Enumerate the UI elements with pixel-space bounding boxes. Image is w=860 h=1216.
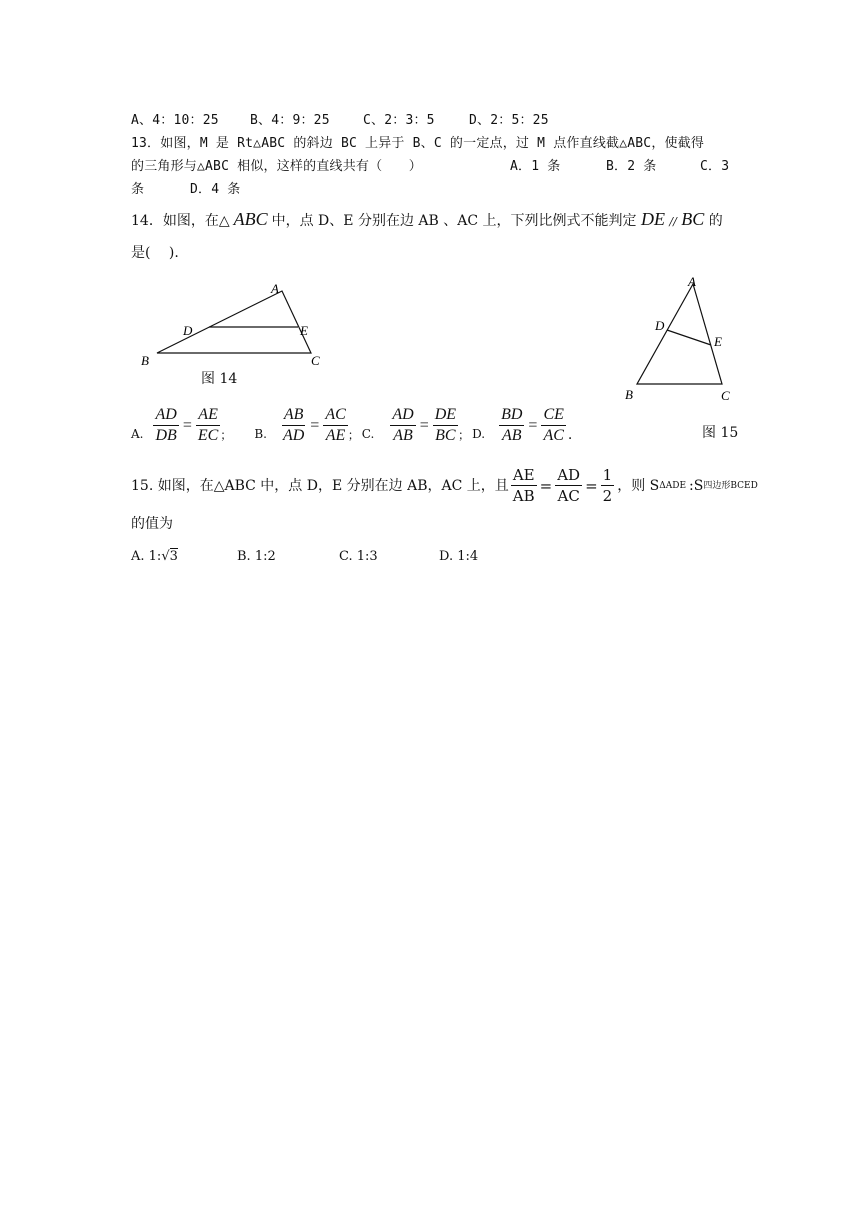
q14-b-frac1: $\frac{AB}{AD}$ xyxy=(282,406,305,444)
q13-line3 xyxy=(131,178,241,197)
q15-s2-sub: 四边形BCED xyxy=(703,480,758,491)
fig14-label-e: E xyxy=(300,323,308,338)
fig14-triangle xyxy=(157,291,311,353)
q15-line2: 的值为 xyxy=(131,516,173,532)
sqrt-icon: √ xyxy=(161,549,170,564)
q14-option-d: $\frac{BD}{AB}$ = $\frac{CE}{AC}$ xyxy=(501,406,564,444)
q14-bc: BC xyxy=(681,209,705,229)
q14-b-frac2: $\frac{AC}{AE}$ xyxy=(325,406,346,444)
q14-option-a-label: A. xyxy=(131,427,144,441)
fig15-segment-de xyxy=(667,330,711,345)
q15-line1 xyxy=(131,466,758,505)
q14-line2: 是( ). xyxy=(131,245,179,261)
q14-a-sep: ； xyxy=(220,428,233,442)
q15-then: ，则 S xyxy=(617,477,660,494)
q14-c-frac1: $\frac{AD}{AB}$ xyxy=(392,406,414,444)
q12-option-b: B、4：9：25 xyxy=(250,113,330,128)
figure-15 xyxy=(617,268,747,408)
q13-option-c-cont: 条 xyxy=(131,182,145,197)
q15-s1-sub: ΔADE xyxy=(659,480,687,491)
fig14-label-a: A xyxy=(271,281,279,296)
q15-frac-half: $\frac{1}{2}$ xyxy=(602,466,613,505)
q14-c-frac2: $\frac{DE}{BC}$ xyxy=(434,406,457,444)
q14-de: DE xyxy=(640,209,665,229)
q15-option-c: C. 1:3 xyxy=(339,549,378,564)
q14-prefix: 14．如图，在△ xyxy=(131,213,230,229)
q13-line1: 13．如图，M 是 Rt△ABC 的斜边 BC 上异于 B、C 的一定点，过 M 点作直线截△ABC，使截得 xyxy=(131,136,705,151)
fig15-label-b: B xyxy=(625,387,633,402)
q15-frac-ad-ac: $\frac{AD}{AC}$ xyxy=(557,466,581,505)
q13-option-d: D．4 条 xyxy=(190,182,241,197)
fig15-label-d: D xyxy=(655,318,665,333)
q14-line1 xyxy=(131,210,723,231)
fig14-label-c: C xyxy=(311,353,320,368)
q14-option-b: $\frac{AB}{AD}$ = $\frac{AC}{AE}$ xyxy=(282,406,346,444)
q14-triangle-abc: ABC xyxy=(233,209,268,229)
q15-ratios: $\frac{AE}{AB}$ = $\frac{AD}{AC}$ = $\frac{1}{2}$ xyxy=(512,466,613,505)
q14-a-frac1: $\frac{AD}{DB}$ xyxy=(155,406,177,444)
q12-option-d: D、2：5：25 xyxy=(469,113,549,128)
q14-option-c-label: C. xyxy=(361,427,375,441)
q13-option-c: C．3 xyxy=(700,159,730,174)
q13-option-a: A．1 条 xyxy=(510,159,561,174)
q14-b-sep: ； xyxy=(347,428,360,442)
fig14-label-b: B xyxy=(141,353,149,368)
figure-15-caption: 图 15 xyxy=(702,425,739,441)
q14-option-d-label: D. xyxy=(472,427,486,441)
figure-14 xyxy=(135,278,345,388)
q15-option-d: D. 1:4 xyxy=(439,549,479,564)
q12-option-c: C、2：3：5 xyxy=(363,113,435,128)
q14-d-sep: . xyxy=(567,427,573,443)
q15-colon: :S xyxy=(689,477,704,494)
q15-options xyxy=(131,548,479,566)
q13-stem: 的三角形与△ABC 相似，这样的直线共有（ ） xyxy=(131,159,422,174)
q12-options xyxy=(131,109,549,128)
q14-options xyxy=(131,406,572,445)
q14-suffix: 的 xyxy=(708,213,723,229)
q14-parallel: // xyxy=(669,215,677,228)
q14-c-sep: ； xyxy=(458,428,471,442)
q15-frac-ae-ab: $\frac{AE}{AB}$ xyxy=(512,466,535,505)
fig15-label-e: E xyxy=(714,334,722,349)
q14-option-c: $\frac{AD}{AB}$ = $\frac{DE}{BC}$ xyxy=(392,406,457,444)
fig15-label-a: A xyxy=(688,274,696,289)
q14-d-frac1: $\frac{BD}{AB}$ xyxy=(501,406,523,444)
q13-option-b: B．2 条 xyxy=(606,159,657,174)
q13-line2 xyxy=(131,155,730,174)
q12-option-a: A、4：10：25 xyxy=(131,113,219,128)
q15-option-b: B. 1:2 xyxy=(237,549,276,564)
q15-option-a: A. 1:√3 xyxy=(131,549,178,564)
fig15-label-c: C xyxy=(721,388,730,403)
q15-prefix: 15. 如图，在△ABC 中，点 D，E 分别在边 AB，AC 上，且 xyxy=(131,477,509,494)
q14-a-frac2: $\frac{AE}{EC}$ xyxy=(197,406,219,444)
q14-option-a: $\frac{AD}{DB}$ = $\frac{AE}{EC}$ xyxy=(155,406,219,444)
q14-d-frac2: $\frac{CE}{AC}$ xyxy=(543,406,564,444)
q14-option-b-label: B. xyxy=(254,427,267,441)
figure-14-caption: 图 14 xyxy=(201,371,238,387)
fig14-label-d: D xyxy=(183,323,193,338)
q14-mid: 中，点 D、E 分别在边 AB 、AC 上，下列比例式不能判定 xyxy=(271,213,637,229)
